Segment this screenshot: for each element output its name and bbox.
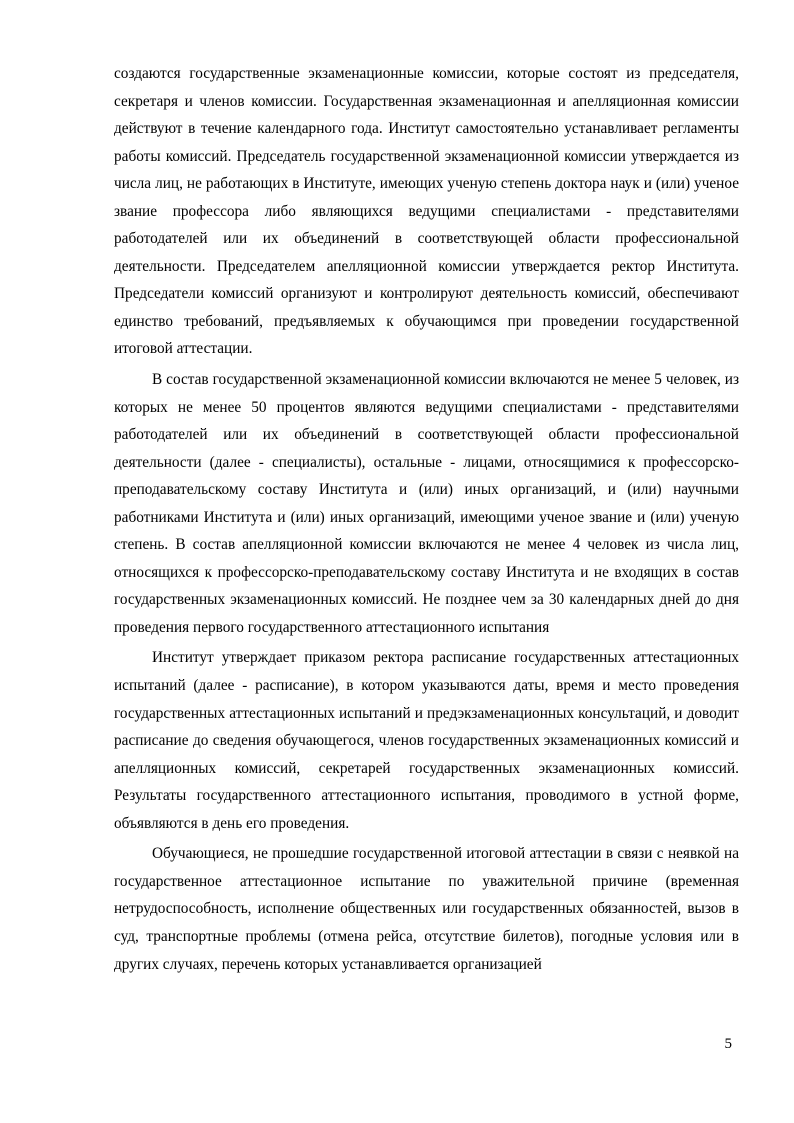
paragraph-2: В состав государственной экзаменационной комиссии включаются не менее 5 человек, из которых не менее 50 процентов являются ведущими специалистами - представителями работодателей или их объединений в соответствующей области профессиональной деятельности (далее - специалисты), остальные - лицами, относящимися к профессорско-преподавательскому составу Института и (или) иных организаций, и (или) научными работниками Института и (или) иных организаций, имеющими ученое звание и (или) ученую степень. В состав апелляционной комиссии включаются не менее 4 человек из числа лиц, относящихся к профессорско-преподавательскому составу Института и не входящих в состав государственных экзаменационных комиссий. Не позднее чем за 30 календарных дней до дня проведения первого государственного аттестационного испытания [114, 371, 739, 636]
page-number: 5 [724, 1036, 732, 1052]
paragraph-4: Обучающиеся, не прошедшие государственной итоговой аттестации в связи с неявкой на государственное аттестационное испытание по уважительной причине (временная нетрудоспособность, исполнение общественных или государственных обязанностей, вызов в суд, транспортные проблемы (отмена рейса, отсутствие билетов), погодные условия или в других случаях, перечень которых устанавливается организацией [114, 845, 739, 973]
paragraph-1: создаются государственные экзаменационные комиссии, которые состоят из председателя, секретаря и членов комиссии. Государственная экзаменационная и апелляционная комиссии действуют в течение календарного года. Институт самостоятельно устанавливает регламенты работы комиссий. Председатель государственной экзаменационной комиссии утверждается из числа лиц, не работающих в Институте, имеющих ученую степень доктора наук и (или) ученое звание профессора либо являющихся ведущими специалистами - представителями работодателей или их объединений в соответствующей области профессиональной деятельности. Председателем апелляционной комиссии утверждается ректор Института. Председатели комиссий организуют и контролируют деятельность комиссий, обеспечивают единство требований, предъявляемых к обучающимся при проведении государственной итоговой аттестации. [114, 65, 739, 358]
body-text [114, 60, 739, 978]
paragraph-3: Институт утверждает приказом ректора расписание государственных аттестационных испытаний (далее - расписание), в котором указываются даты, время и место проведения государственных аттестационных испытаний и предэкзаменационных консультаций, и доводит расписание до сведения обучающегося, членов государственных экзаменационных комиссий и апелляционных комиссий, секретарей государственных экзаменационных комиссий. Результаты государственного аттестационного испытания, проводимого в устной форме, объявляются в день его проведения. [114, 649, 739, 832]
